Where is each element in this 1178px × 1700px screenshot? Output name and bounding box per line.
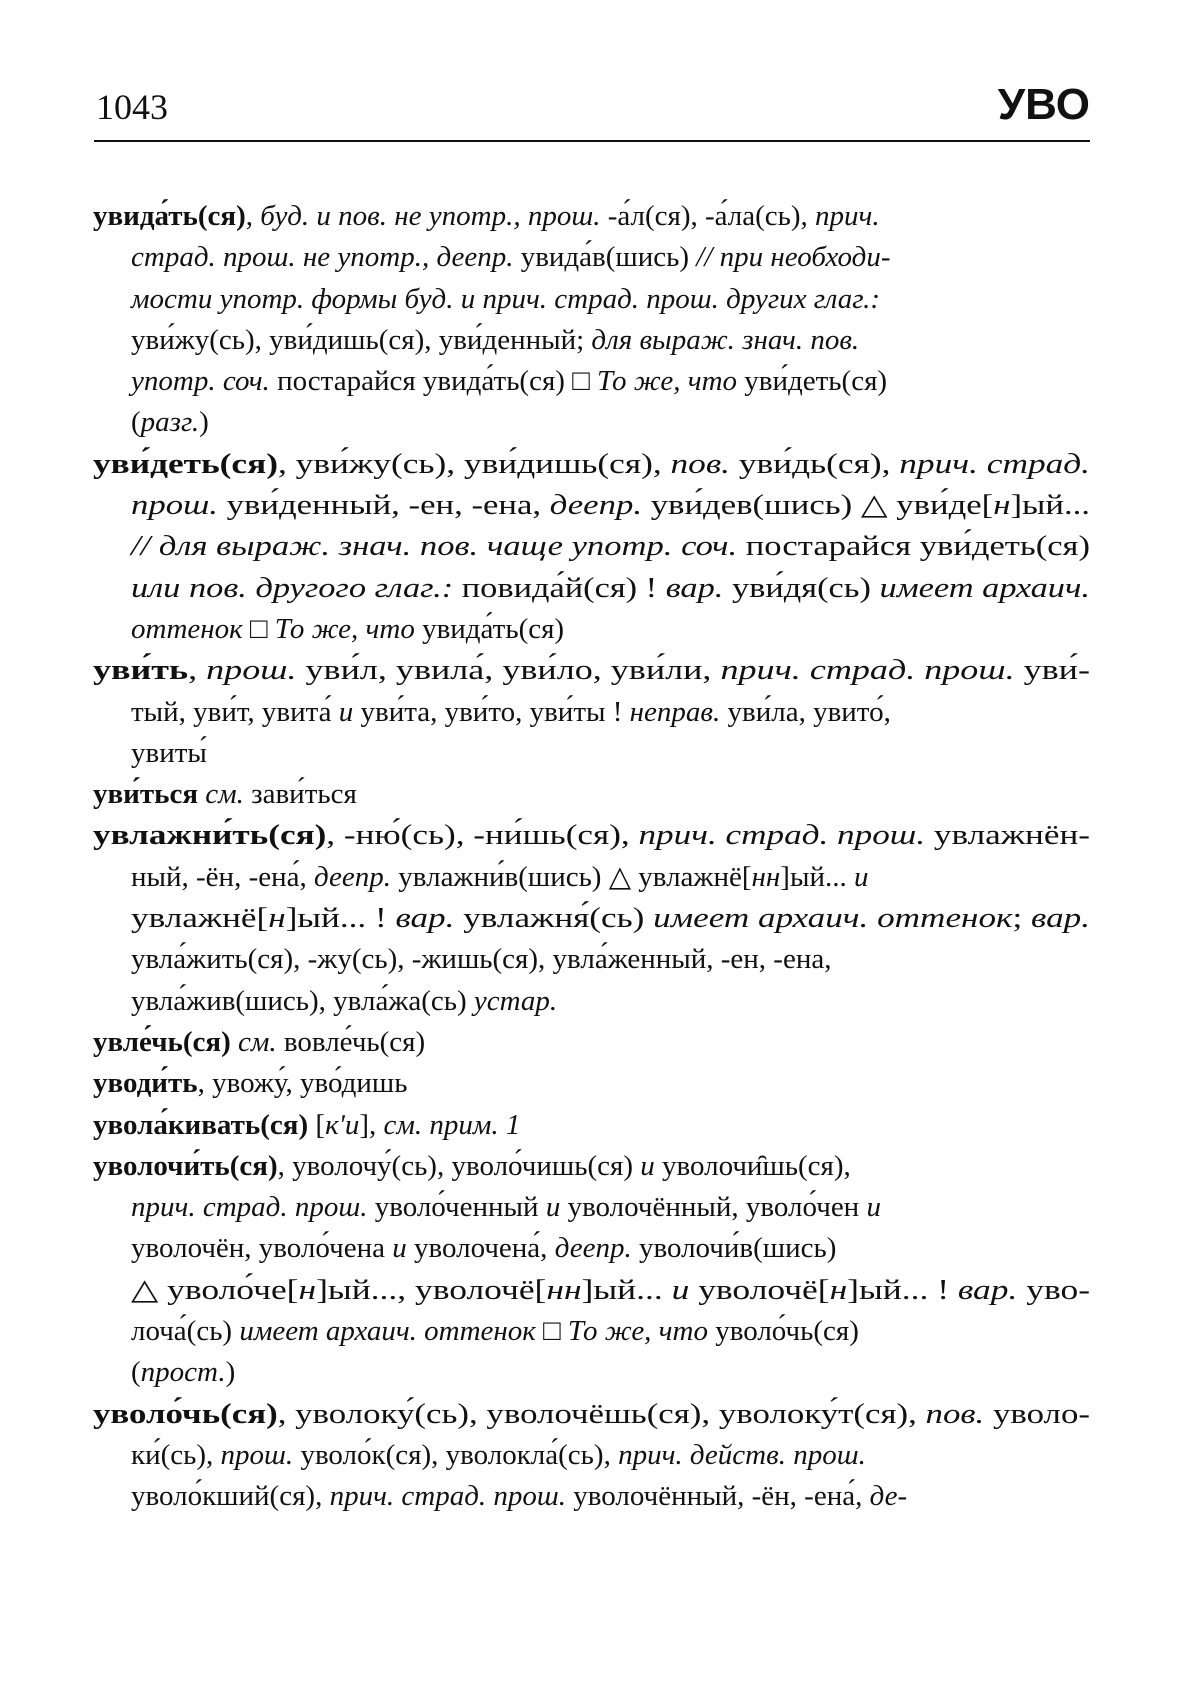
entry-headline [0, 815, 1178, 856]
word-form: уволочённый, -ён, -ена́, [566, 1480, 870, 1513]
line-text [131, 361, 887, 402]
word-form: уволочи́в(шись) [631, 1232, 837, 1265]
word-form: уволо- [984, 1397, 1090, 1430]
line-text [131, 279, 880, 320]
word-form: увла́жить(ся), -жу(сь), -жишь(ся), увла́женный, -ен, -ена, [131, 943, 832, 976]
word-form: ], [359, 1108, 384, 1141]
line-text [131, 1352, 235, 1393]
entry-continuation-line [0, 857, 1178, 898]
entry-continuation-line [0, 402, 1178, 443]
word-form: увиты́ [131, 736, 207, 769]
line-text [131, 1187, 881, 1228]
word-form: ( [131, 1356, 141, 1389]
grammar-note: разг. [140, 406, 200, 439]
word-form: ) [199, 406, 209, 439]
word-form: тый, уви́т, увита́ [131, 695, 339, 728]
word-form: уволочённый, уволо́чен [560, 1191, 867, 1224]
grammar-note: кʹи [325, 1108, 360, 1141]
entry-headline [0, 444, 1178, 485]
word-form: увида́ть(ся) [414, 612, 565, 645]
grammar-note: прич. [815, 200, 880, 232]
line-text [131, 402, 209, 443]
line-text [93, 815, 1090, 856]
entry-continuation-line [0, 1435, 1178, 1476]
word-form: уви́дев(шись) △ уви́де[ [642, 489, 994, 522]
grammar-note: и [338, 695, 354, 728]
grammar-note: н [298, 1273, 317, 1306]
entry-continuation-line [0, 692, 1178, 733]
line-text [131, 320, 859, 361]
word-form: уви́- [1014, 654, 1090, 687]
line-text [93, 650, 1090, 691]
headword: уви́деть(ся) [93, 447, 278, 480]
grammar-note: см. прим. 1 [383, 1108, 521, 1141]
dictionary-entry [0, 815, 1178, 1021]
entry-continuation-line [0, 1228, 1178, 1269]
entry-headline [0, 774, 1178, 815]
word-form: увла́жив(шись), увла́жа(сь) [131, 984, 474, 1017]
grammar-note: деепр. [314, 860, 392, 893]
word-form: увида́в(шись) [513, 241, 697, 274]
grammar-note: прост. [140, 1356, 226, 1389]
word-form: уви́денный, -ен, -ена, [217, 489, 550, 522]
dictionary-entry [0, 1105, 1178, 1146]
word-form: уви́та, уви́то, уви́ты ! [353, 695, 630, 728]
entry-continuation-line [0, 237, 1178, 278]
word-form: ]ый... ! [285, 902, 396, 935]
headword: увида́ть(ся) [93, 200, 246, 232]
grammar-note: устар. [473, 984, 558, 1017]
word-form: , уволоку́(сь), уволочёшь(ся), уволоку́т(ся), [277, 1397, 926, 1430]
grammar-note: и [853, 860, 869, 893]
entry-continuation-line [0, 1476, 1178, 1517]
line-text [93, 1394, 1090, 1435]
line-text [93, 1022, 425, 1063]
word-form: увлажня́(сь) [454, 902, 654, 935]
entry-headline [0, 650, 1178, 691]
grammar-note: или пов. другого глаг.: [131, 571, 454, 604]
line-text [131, 1270, 1090, 1311]
word-form: , -ню́(сь), -ни́шь(ся), [326, 819, 639, 852]
word-form: уви́л, увила́, уви́ло, уви́ли, [296, 654, 721, 687]
word-form: постарайся увида́ть(ся) □ [269, 365, 597, 398]
line-text [131, 692, 891, 733]
grammar-note: мости употр. формы буд. и прич. страд. прош. других глаг.: [131, 282, 881, 315]
word-form: , уви́жу(сь), уви́дишь(ся), [277, 447, 671, 480]
dictionary-entry [0, 444, 1178, 650]
headword: уволо́чь(ся) [93, 1397, 278, 1430]
grammar-note: прош. [206, 654, 297, 687]
entry-headline [0, 1063, 1178, 1104]
headword: уви́ться [93, 778, 199, 811]
word-form: уви́жу(сь), уви́дишь(ся), уви́денный; [131, 323, 592, 356]
word-form: ]ый... [1010, 489, 1090, 522]
word-form: , увожу́, уво́дишь [197, 1067, 408, 1100]
headword: уводи́ть [93, 1067, 198, 1100]
dictionary-entry [0, 650, 1178, 774]
line-text [131, 981, 557, 1022]
line-text [131, 898, 1090, 939]
entry-headline [0, 1105, 1178, 1146]
line-text [131, 485, 1090, 526]
grammar-note: н [268, 902, 286, 935]
entry-continuation-line [0, 981, 1178, 1022]
grammar-note: вар. [957, 1273, 1018, 1306]
entry-headline [0, 196, 1178, 237]
word-form: повида́й(ся) ! [453, 571, 666, 604]
entry-continuation-line [0, 320, 1178, 361]
running-head: УВО [997, 80, 1090, 129]
word-form: ; [1012, 902, 1032, 935]
entry-continuation-line [0, 1187, 1178, 1228]
grammar-note: деепр. [554, 1232, 632, 1265]
grammar-note: То же, что [596, 365, 738, 398]
line-text [93, 1105, 520, 1146]
grammar-note: вар. [665, 571, 724, 604]
word-form: ]ый... ! [847, 1273, 958, 1306]
entry-continuation-line [0, 279, 1178, 320]
line-text [93, 444, 1090, 485]
word-form: △ уволо́че[ [131, 1273, 299, 1306]
entry-continuation-line [0, 1270, 1178, 1311]
word-form: вовле́чь(ся) [276, 1025, 426, 1058]
word-form: лоча́(сь) [131, 1315, 240, 1348]
word-form: ]ый..., уволочё[ [316, 1273, 547, 1306]
entry-continuation-line [0, 1311, 1178, 1352]
dictionary-entry [0, 1146, 1178, 1394]
word-form: уво- [1017, 1273, 1090, 1306]
word-form: ) [225, 1356, 236, 1389]
grammar-note: прич. действ. прош. [618, 1438, 866, 1471]
dictionary-entry [0, 1022, 1178, 1063]
grammar-note: см. [205, 778, 244, 811]
grammar-note: см. [238, 1025, 277, 1058]
word-form: уволо́чь(ся) [707, 1315, 859, 1348]
line-text [131, 1228, 836, 1269]
word-form: , [188, 654, 207, 687]
grammar-note: и [640, 1149, 655, 1182]
entry-continuation-line [0, 361, 1178, 402]
line-text [93, 1063, 408, 1104]
line-text [131, 1476, 907, 1517]
grammar-note: То же, что [567, 1315, 708, 1348]
entry-continuation-line [0, 526, 1178, 567]
line-text [131, 733, 207, 774]
headword: уви́ть [93, 654, 189, 687]
word-form: , [245, 200, 261, 232]
dictionary-body [0, 196, 1178, 1518]
word-form: уви́дя(сь) [723, 571, 880, 604]
grammar-note: деепр. [549, 489, 643, 522]
word-form: уви́деть(ся) [737, 365, 888, 398]
entry-headline [0, 1146, 1178, 1187]
page-number: 1043 [96, 87, 168, 127]
dictionary-entry [0, 774, 1178, 815]
grammar-note: нн [751, 860, 781, 893]
word-form: уви́ла, увито́, [720, 695, 891, 728]
word-form: , уволочу́(сь), уволо́чишь(ся) [277, 1149, 641, 1182]
headword: уволочи́ть(ся) [93, 1149, 278, 1182]
word-form: постарайся уви́деть(ся) [737, 530, 1090, 563]
dictionary-entry [0, 1063, 1178, 1104]
word-form: [ [308, 1108, 326, 1141]
grammar-note: нн [546, 1273, 582, 1306]
word-form: увлажнё[ [131, 902, 269, 935]
entry-continuation-line [0, 568, 1178, 609]
headword: увле́чь(ся) [93, 1025, 231, 1058]
grammar-note: вар. [1031, 902, 1090, 935]
entry-headline [0, 1022, 1178, 1063]
grammar-note: употр. соч. [131, 365, 270, 398]
line-text [93, 1146, 851, 1187]
word-form [231, 1026, 238, 1058]
entry-continuation-line [0, 898, 1178, 939]
grammar-note: буд. и пов. не употр., прош. [260, 200, 601, 232]
grammar-note: пов. [925, 1397, 985, 1430]
line-text [131, 1435, 866, 1476]
word-form: -а́л(ся), -а́ла(сь), [600, 200, 816, 232]
word-form: ]ый... [581, 1273, 672, 1306]
dictionary-entry [0, 196, 1178, 444]
entry-headline [0, 1394, 1178, 1435]
line-text [93, 196, 880, 237]
grammar-note: прич. страд. прош. [638, 819, 926, 852]
grammar-note: имеет архаич. оттенок [239, 1315, 536, 1348]
line-text [93, 774, 357, 815]
grammar-note: н [993, 489, 1011, 522]
grammar-note: страд. прош. не употр., деепр. [131, 241, 514, 274]
entry-continuation-line [0, 609, 1178, 650]
word-form: □ [242, 612, 275, 645]
grammar-note: вар. [395, 902, 455, 935]
word-form: уволочена́, [406, 1232, 555, 1265]
grammar-note: н [829, 1273, 848, 1306]
header-rule [94, 140, 1090, 142]
grammar-note: прич. страд. прош. [720, 654, 1015, 687]
word-form: □ [535, 1315, 568, 1348]
line-text [131, 568, 1090, 609]
grammar-note: имеет архаич. [879, 571, 1090, 604]
grammar-note: имеет архаич. оттенок [653, 902, 1013, 935]
word-form: уволо́к(ся), уволокла́(сь), [293, 1438, 619, 1471]
line-text [131, 1311, 859, 1352]
headword: увлажни́ть(ся) [93, 819, 327, 852]
entry-continuation-line [0, 939, 1178, 980]
grammar-note: То же, что [274, 612, 415, 645]
line-text [131, 237, 890, 278]
grammar-note: неправ. [629, 695, 721, 728]
entry-continuation-line [0, 485, 1178, 526]
entry-continuation-line [0, 1352, 1178, 1393]
word-form: уволочи̑шь(ся), [654, 1149, 851, 1182]
word-form: уволочё[ [689, 1273, 830, 1306]
word-form: уволо́кший(ся), [131, 1480, 330, 1513]
grammar-note: оттенок [131, 612, 243, 645]
line-text [131, 609, 564, 650]
word-form: уви́дь(ся), [729, 447, 900, 480]
grammar-note: и [392, 1232, 407, 1265]
grammar-note: прич. страд. прош. [131, 1191, 368, 1224]
entry-continuation-line [0, 733, 1178, 774]
word-form: зави́ться [243, 778, 357, 811]
headword: увола́кивать(ся) [93, 1108, 309, 1141]
word-form: ( [131, 406, 141, 439]
line-text [131, 857, 868, 898]
grammar-note: // при необходи- [696, 241, 891, 274]
grammar-note: и [866, 1191, 881, 1224]
grammar-note: прич. страд. прош. [329, 1480, 567, 1513]
line-text [131, 939, 831, 980]
dictionary-entry [0, 1394, 1178, 1518]
word-form: уволочён, уволо́чена [131, 1232, 393, 1265]
word-form: ]ый... [780, 860, 854, 893]
grammar-note: де- [869, 1480, 908, 1513]
word-form: увлажнён- [925, 819, 1090, 852]
word-form: ный, -ён, -ена́, [131, 860, 314, 893]
grammar-note: прош. [131, 489, 218, 522]
line-text [131, 526, 1090, 567]
word-form: уволо́ченный [367, 1191, 546, 1224]
grammar-note: прич. страд. [899, 447, 1090, 480]
grammar-note: пов. [670, 447, 730, 480]
grammar-note: и [671, 1273, 690, 1306]
grammar-note: для выраж. знач. пов. [591, 323, 860, 356]
word-form: ки́(сь), [131, 1438, 221, 1471]
grammar-note: и [545, 1191, 561, 1224]
grammar-note: прош. [220, 1438, 294, 1471]
grammar-note: // для выраж. знач. пов. чаще употр. соч. [131, 530, 738, 563]
word-form: увлажни́в(шись) △ увлажнё[ [391, 860, 752, 893]
